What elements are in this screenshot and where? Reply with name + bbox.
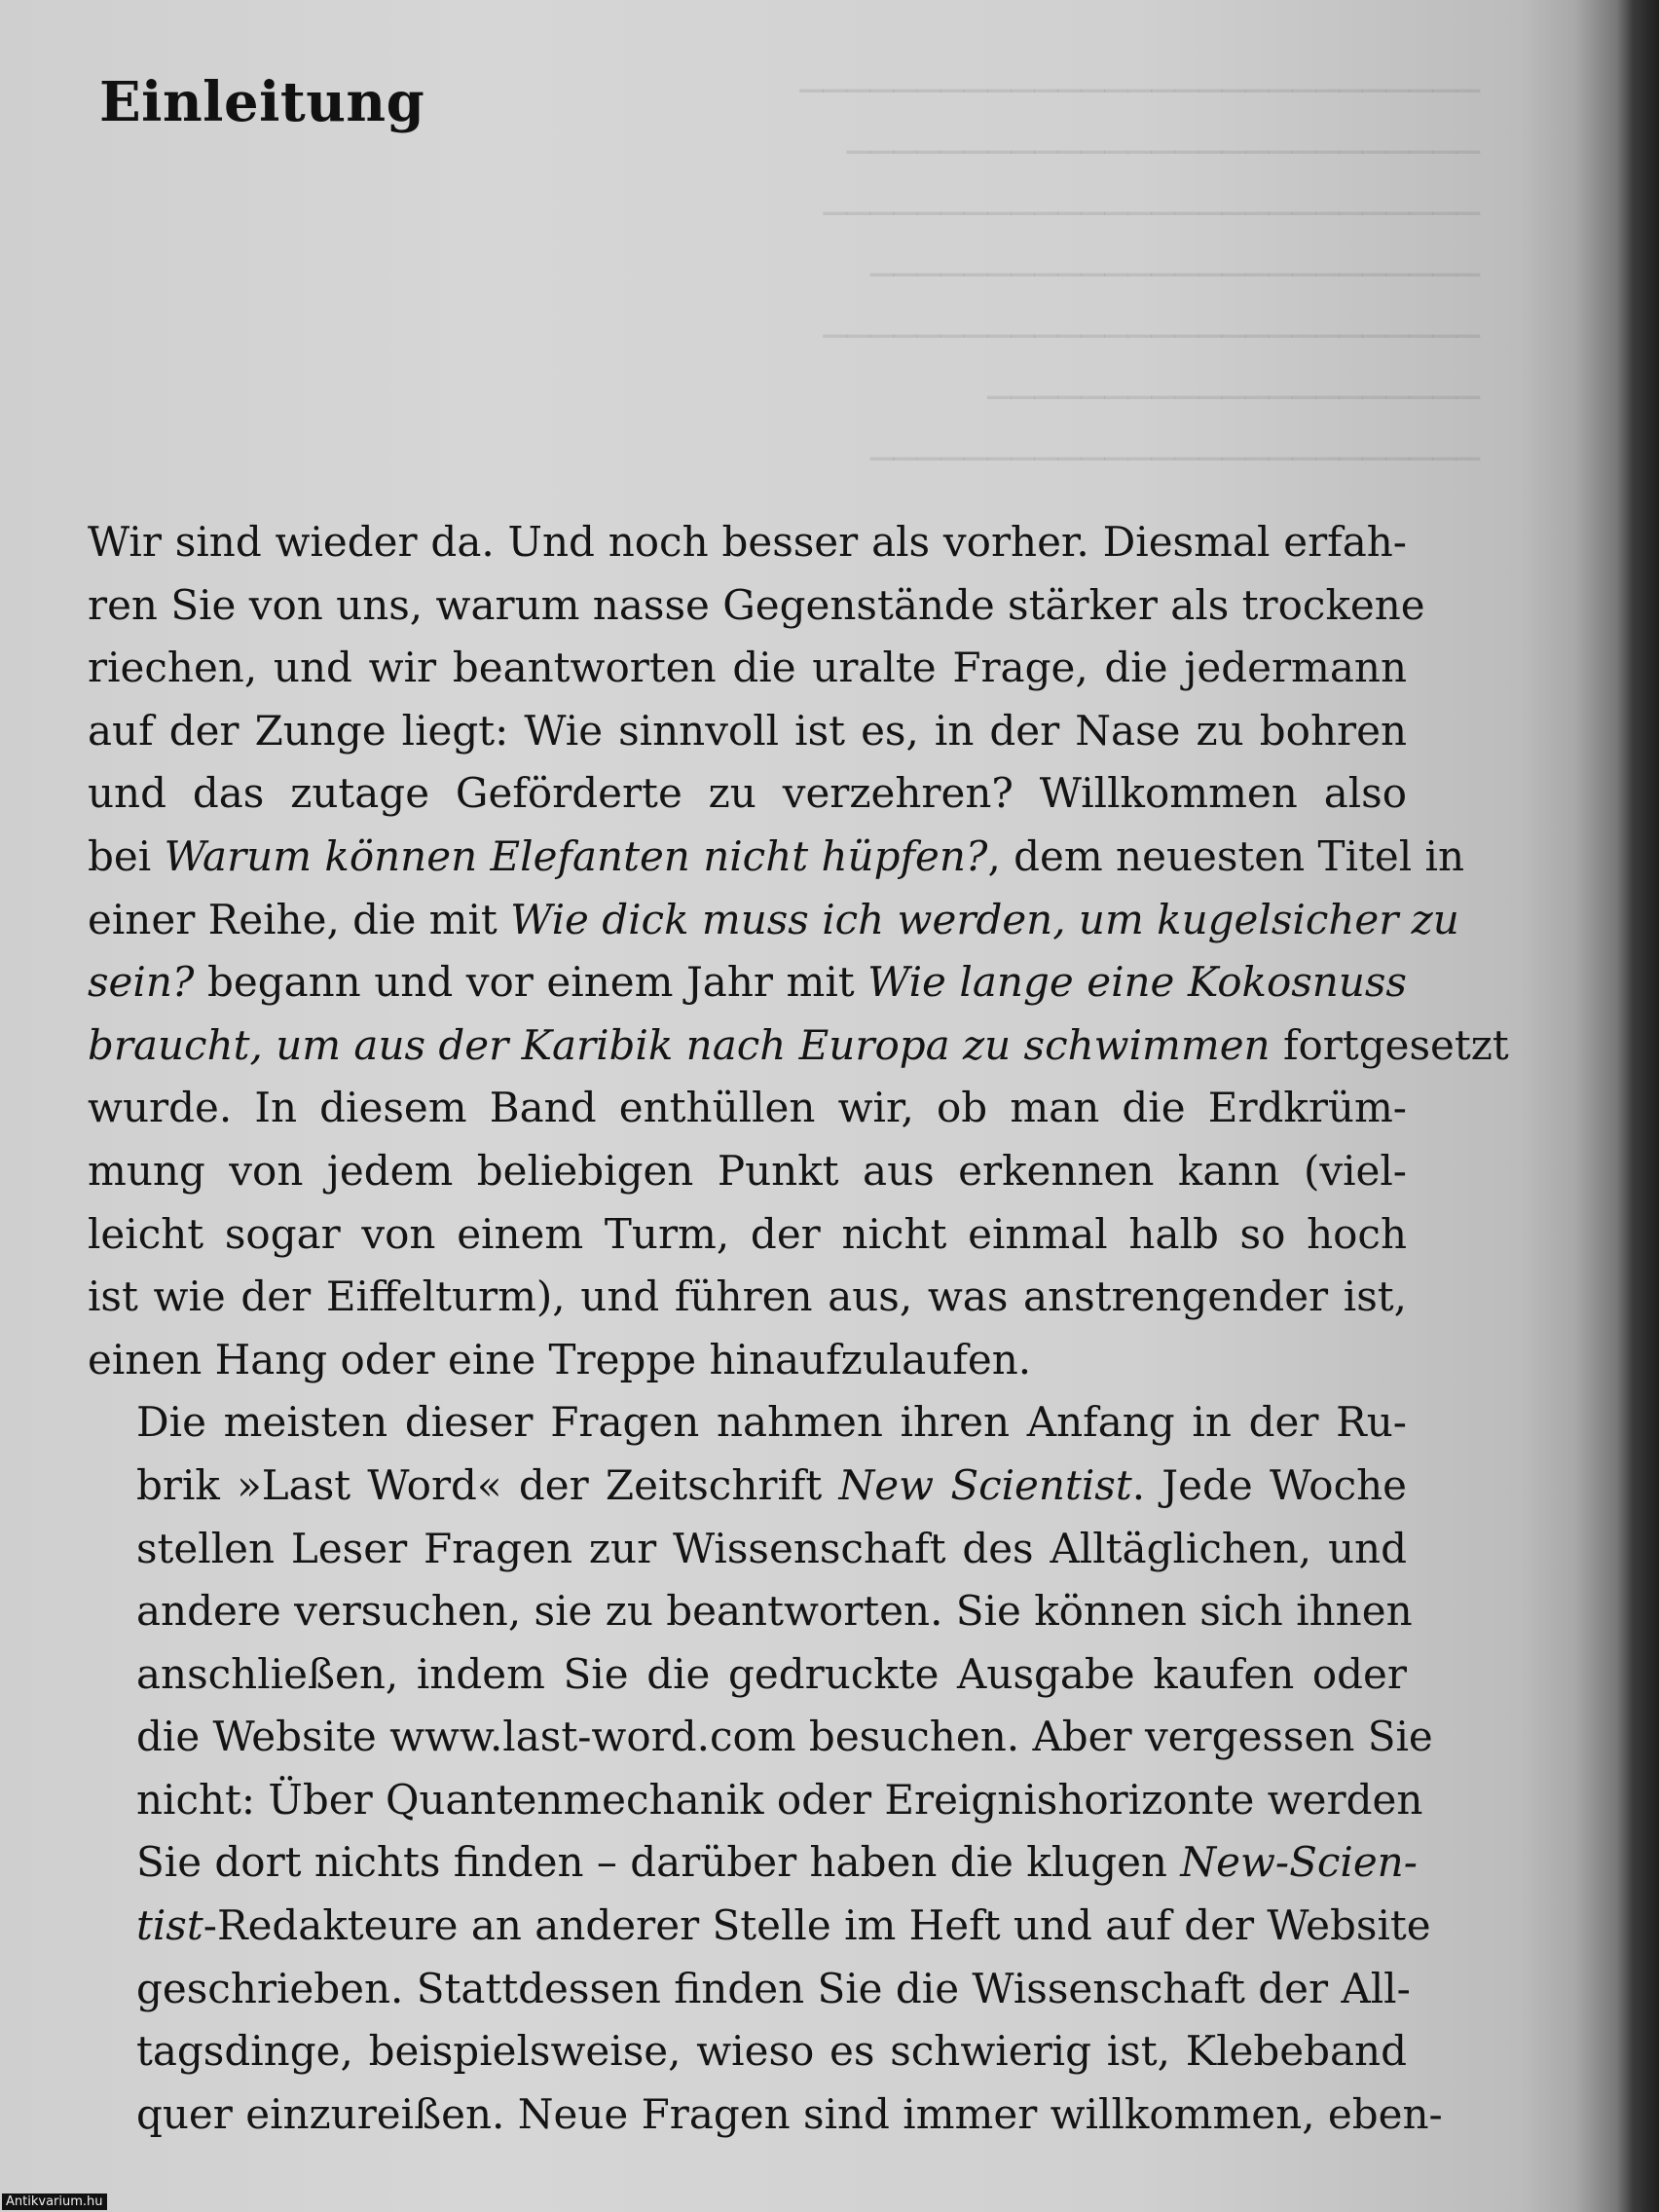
- bleed-through-text: ───────────────────────────── ─────────────────────────── ──────────────────────────── ────────────────────────── ──────────────────────────── ───────────────────── ──────────────────────────: [799, 69, 1480, 482]
- italic-title: New Scientist: [838, 1460, 1132, 1509]
- text-line: [88, 1140, 1407, 1203]
- text-segment: quer einzureißen. Neue Fragen sind immer willkommen, eben-: [136, 2089, 1443, 2138]
- page-fold-shadow: [1575, 0, 1616, 2212]
- text-segment: begann und vor einem Jahr mit: [194, 958, 868, 1007]
- text-segment: die Website www.last-word.com besuchen. Aber vergessen Sie: [136, 1713, 1433, 1761]
- chapter-title: Einleitung: [99, 70, 425, 134]
- text-segment: fortgesetzt: [1270, 1020, 1509, 1069]
- text-segment: andere versuchen, sie zu beantworten. Sie können sich ihnen: [136, 1587, 1413, 1636]
- italic-title: New-Scien-: [1180, 1838, 1418, 1887]
- text-line: [88, 1455, 1407, 1518]
- italic-title: Warum können Elefanten nicht hüpfen?: [164, 831, 988, 880]
- text-line: [88, 1391, 1407, 1455]
- text-line: [88, 1769, 1423, 1832]
- text-line: [88, 1203, 1407, 1267]
- text-segment: und das zutage Geförderte zu verzehren? Willkommen also: [88, 769, 1407, 818]
- italic-title: Wie dick muss ich werden, um kugelsicher zu: [510, 895, 1459, 943]
- text-line: [88, 826, 1464, 889]
- text-segment: . Jede Woche: [1131, 1460, 1407, 1509]
- italic-title: sein?: [88, 958, 195, 1007]
- text-line: [88, 1706, 1433, 1769]
- text-line: [88, 1958, 1411, 2021]
- text-segment: , dem neuesten Titel in: [987, 831, 1464, 880]
- text-segment: einen Hang oder eine Treppe hinaufzulaufen.: [88, 1335, 1032, 1383]
- text-line: [88, 574, 1425, 638]
- text-line: [88, 1895, 1431, 1958]
- text-line: [88, 1329, 1407, 1392]
- text-line: [88, 889, 1459, 952]
- text-line: [88, 1014, 1509, 1078]
- text-line: [88, 1643, 1407, 1707]
- text-segment: brik »Last Word« der Zeitschrift: [136, 1460, 839, 1509]
- text-line: [88, 2020, 1407, 2083]
- text-segment: ist wie der Eiffelturm), und führen aus, was anstrengender ist,: [88, 1272, 1407, 1321]
- text-line: [88, 951, 1407, 1014]
- text-segment: mung von jedem beliebigen Punkt aus erkennen kann (viel-: [88, 1146, 1407, 1195]
- text-line: [88, 1077, 1407, 1140]
- text-line: [88, 637, 1407, 700]
- text-segment: -Redakteure an anderer Stelle im Heft und auf der Website: [203, 1901, 1431, 1950]
- paragraph: [88, 1391, 1443, 2146]
- text-segment: geschrieben. Stattdessen finden Sie die Wissenschaft der All-: [136, 1964, 1411, 2012]
- text-segment: leicht sogar von einem Turm, der nicht einmal halb so hoch: [88, 1209, 1407, 1258]
- text-segment: Die meisten dieser Fragen nahmen ihren Anfang in der Ru-: [136, 1398, 1407, 1447]
- italic-title: tist: [136, 1901, 203, 1950]
- text-segment: Sie dort nichts finden – darüber haben die klugen: [136, 1838, 1181, 1887]
- text-segment: wurde. In diesem Band enthüllen wir, ob man die Erdkrüm-: [88, 1084, 1407, 1132]
- text-line: [88, 1831, 1418, 1895]
- page-edge: [1616, 0, 1659, 2212]
- text-line: [88, 2083, 1443, 2147]
- text-segment: einer Reihe, die mit: [88, 895, 511, 943]
- body-text: [88, 511, 1509, 2146]
- text-segment: nicht: Über Quantenmechanik oder Ereignishorizonte werden: [136, 1775, 1423, 1824]
- text-line: [88, 511, 1407, 574]
- text-line: [88, 1580, 1413, 1643]
- text-segment: ren Sie von uns, warum nasse Gegenstände stärker als trockene: [88, 580, 1425, 629]
- text-line: [88, 1266, 1407, 1329]
- text-line: [88, 762, 1407, 826]
- text-segment: anschließen, indem Sie die gedruckte Ausgabe kaufen oder: [136, 1649, 1407, 1698]
- text-segment: bei: [88, 831, 165, 880]
- text-segment: riechen, und wir beantworten die uralte Frage, die jedermann: [88, 644, 1407, 692]
- text-segment: tagsdinge, beispielsweise, wieso es schwierig ist, Klebeband: [136, 2027, 1407, 2076]
- italic-title: Wie lange eine Kokosnuss: [867, 958, 1407, 1007]
- watermark: Antikvarium.hu: [2, 2194, 107, 2210]
- text-segment: auf der Zunge liegt: Wie sinnvoll ist es, in der Nase zu bohren: [88, 706, 1407, 755]
- text-segment: Wir sind wieder da. Und noch besser als vorher. Diesmal erfah-: [88, 518, 1407, 566]
- italic-title: braucht, um aus der Karibik nach Europa zu schwimmen: [88, 1020, 1271, 1069]
- text-line: [88, 700, 1407, 763]
- paragraph: [88, 511, 1509, 1391]
- text-segment: stellen Leser Fragen zur Wissenschaft des Alltäglichen, und: [136, 1524, 1407, 1572]
- text-line: [88, 1518, 1407, 1581]
